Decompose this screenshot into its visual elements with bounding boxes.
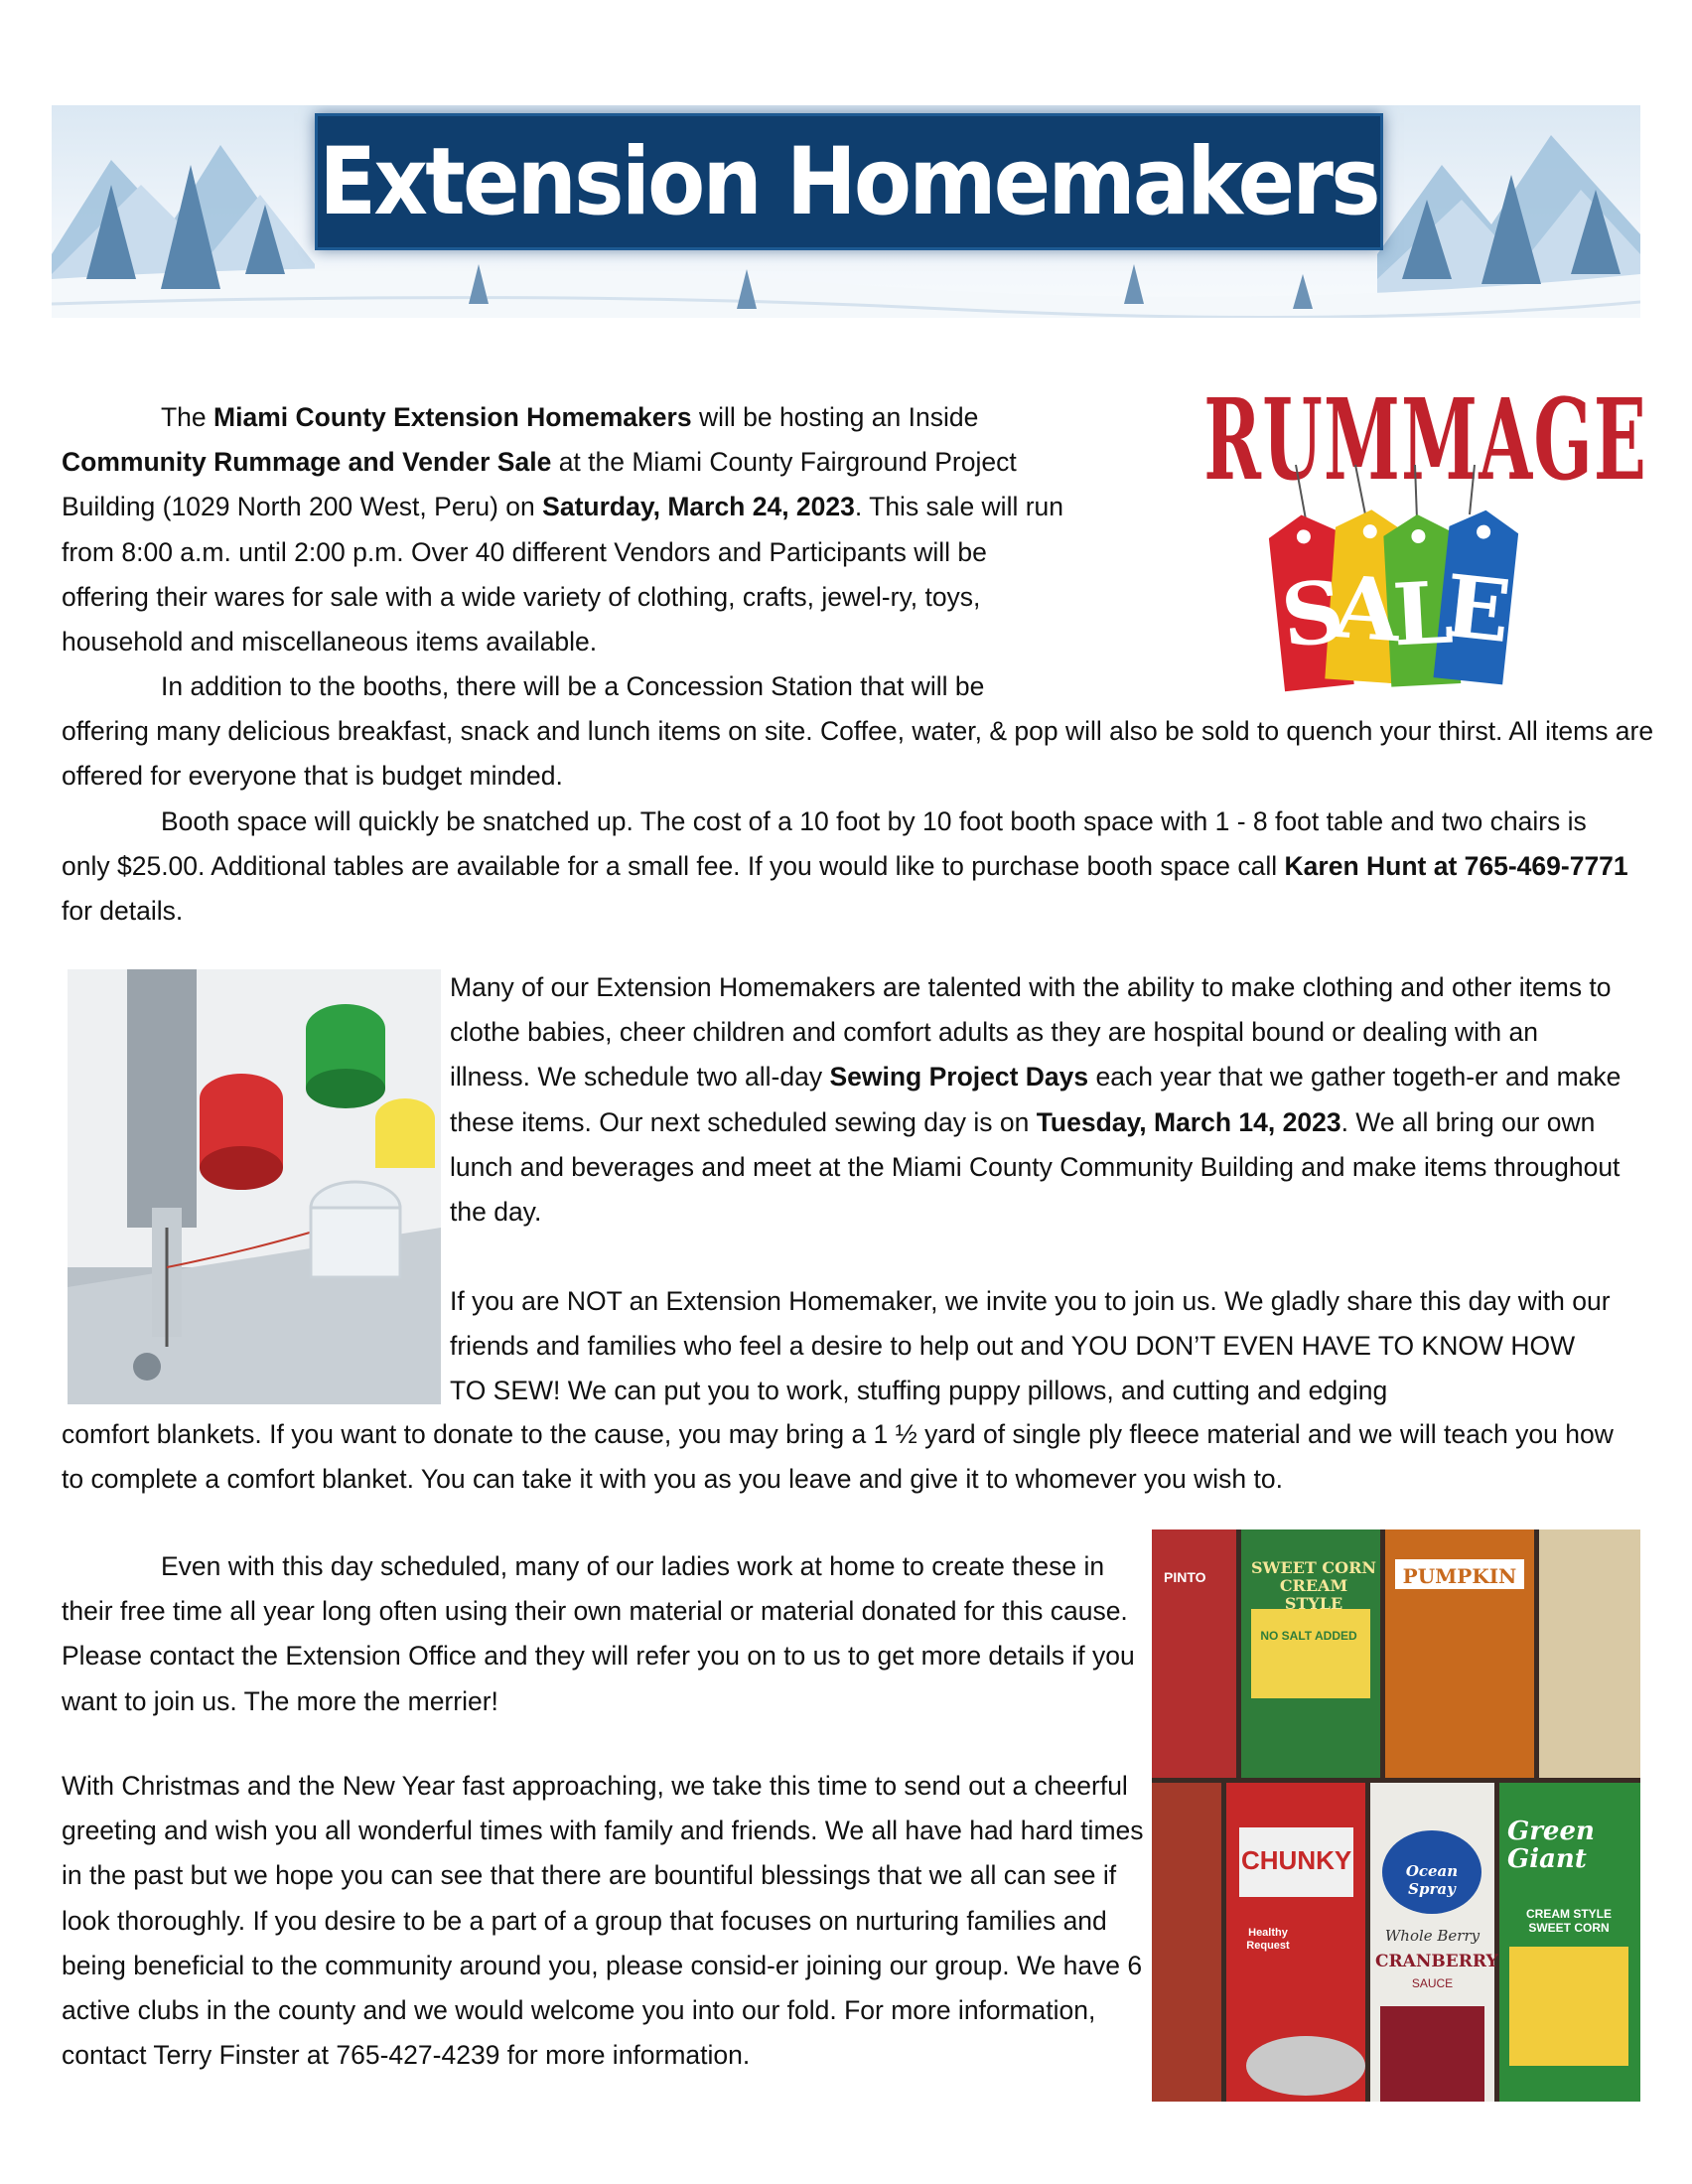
home-work-paragraph xyxy=(62,1544,1139,1724)
comfort-blanket-text: comfort blankets. If you want to donate to the cause, you may bring a 1 ½ yard of single ply fleece material and we will teach you how to complete a comfort blanket. You can take it with you as you leave and give it to whomever you wish to. xyxy=(62,1419,1614,1495)
can-label-cream-style: CREAM STYLE SWEET CORN xyxy=(1525,1907,1612,1935)
rummage-word: RUMMAGE xyxy=(1203,375,1648,506)
can-label-pumpkin: PUMPKIN xyxy=(1402,1564,1517,1588)
concession-paragraph xyxy=(62,709,1660,799)
booth-text-end: for details. xyxy=(62,896,184,927)
can-label-chunky: CHUNKY xyxy=(1241,1845,1352,1875)
tag-letter-a: A xyxy=(1330,556,1404,662)
concession-text-2: offering many delicious breakfast, snack and lunch items on site. Coffee, water, & pop will also be sold to quench your thirst. All items are offered for everyone that is budget minded. xyxy=(62,716,1654,792)
can-label-cranberry: CRANBERRY xyxy=(1375,1952,1498,1971)
para1-text-1: The xyxy=(161,402,214,432)
tag-letter-l: L xyxy=(1390,562,1456,666)
sewing-text-3: . We all bring our own lunch and beverages and meet at the Miami County Community Building and make items throughout the day. xyxy=(450,1106,1621,1228)
concession-line-1 xyxy=(62,664,1104,709)
booth-text: Booth space will quickly be snatched up. The cost of a 10 foot by 10 foot booth space with 1 - 8 foot table and two chairs is only $25.00. Additional tables are available for a small fee. If you would like to purchase booth space call xyxy=(62,806,1587,882)
sewing-text-1: Many of our Extension Homemakers are talented with the ability to make clothing and other items to clothe babies, cheer children and comfort adults as they are hospital bound or dealing with an illness. We schedule two all-day xyxy=(450,972,1612,1092)
event-date: Saturday, March 24, 2023 xyxy=(542,492,855,522)
booth-contact: Karen Hunt at 765-469-7771 xyxy=(1284,851,1628,882)
sewing-machine-illustration xyxy=(68,969,441,1404)
can-label-whole-berry: Whole Berry xyxy=(1384,1927,1480,1945)
para1-text-2: will be hosting an Inside xyxy=(691,402,979,432)
event-name: Community Rummage and Vender Sale xyxy=(62,447,552,478)
rummage-sale-image xyxy=(1067,365,1648,713)
comfort-blanket-paragraph xyxy=(62,1412,1640,1502)
home-work-text: Even with this day scheduled, many of our ladies work at home to create these in their free time all year long often using their own material or material donated for this cause. Please contact the Extension Office and they will refer you on to us to get more details if you want to join us. The more the merrier! xyxy=(62,1551,1135,1716)
rummage-sale-paragraph xyxy=(62,395,1066,664)
can-label-healthy-request: Healthy Request xyxy=(1246,1927,1290,1952)
booth-space-paragraph xyxy=(62,800,1630,935)
join-us-text: If you are NOT an Extension Homemaker, we invite you to join us. We gladly share this day with our friends and families who feel a desire to help out and YOU DON’T EVEN HAVE TO KNOW HOW TO SEW! We can put you to work, stuffing puppy pillows, and cutting and edging xyxy=(450,1286,1611,1406)
holiday-greeting-paragraph xyxy=(62,1764,1144,2078)
concession-text-1: In addition to the booths, there will be a Concession Station that will be xyxy=(161,671,985,701)
canned-food-image xyxy=(1152,1529,1640,2102)
can-label-sweet-corn: SWEET CORN CREAM STYLE xyxy=(1251,1558,1376,1613)
sewing-project-days: Sewing Project Days xyxy=(829,1062,1089,1092)
can-label-green-giant: Green Giant xyxy=(1507,1817,1595,1874)
banner-title: Extension Homemakers xyxy=(319,127,1379,236)
tag-letter-e: E xyxy=(1440,555,1515,663)
sewing-text-2: each year that we gather togeth-er and make these items. Our next scheduled sewing day is on xyxy=(450,1062,1622,1137)
can-label-pinto: PINTO xyxy=(1164,1569,1206,1585)
sewing-days-paragraph xyxy=(450,965,1622,1235)
can-label-no-salt: NO SALT ADDED xyxy=(1260,1629,1357,1643)
join-us-paragraph xyxy=(450,1279,1617,1414)
sewing-date: Tuesday, March 14, 2023 xyxy=(1036,1106,1341,1137)
banner-title-box xyxy=(315,113,1383,250)
header-banner xyxy=(52,105,1640,318)
can-label-ocean-spray: Ocean Spray xyxy=(1405,1862,1459,1898)
sale-tags-graphic xyxy=(1067,365,1648,713)
para1-text-4: . This sale will run from 8:00 a.m. until 2:00 p.m. Over 40 different Vendors and Participants will be offering their wares for sale with a wide variety of clothing, crafts, jewel-ry, toys, household and miscellaneous items available. xyxy=(62,492,1064,657)
can-label-sauce: SAUCE xyxy=(1411,1976,1454,1990)
para1-text-3: at the Miami County Fairground Project Building (1029 North 200 West, Peru) on xyxy=(62,447,1017,522)
sewing-machine-image xyxy=(68,969,441,1404)
holiday-greeting-text: With Christmas and the New Year fast approaching, we take this time to send out a cheerful greeting and wish you all wonderful times with family and friends. We all have had hard times in the past but we hope you can see that there are bountiful blessings that we all can see if look thoroughly. If you desire to be a part of a group that focuses on nurturing families and being beneficial to the community around you, please consid-er joining our group. We have 6 active clubs in the county and we would welcome you into our fold. For more information, contact Terry Finster at 765-427-4239 for more information. xyxy=(62,1771,1144,2071)
organization-name: Miami County Extension Homemakers xyxy=(213,402,692,432)
canned-food-illustration xyxy=(1152,1529,1640,2102)
tag-letter-s: S xyxy=(1276,561,1349,667)
